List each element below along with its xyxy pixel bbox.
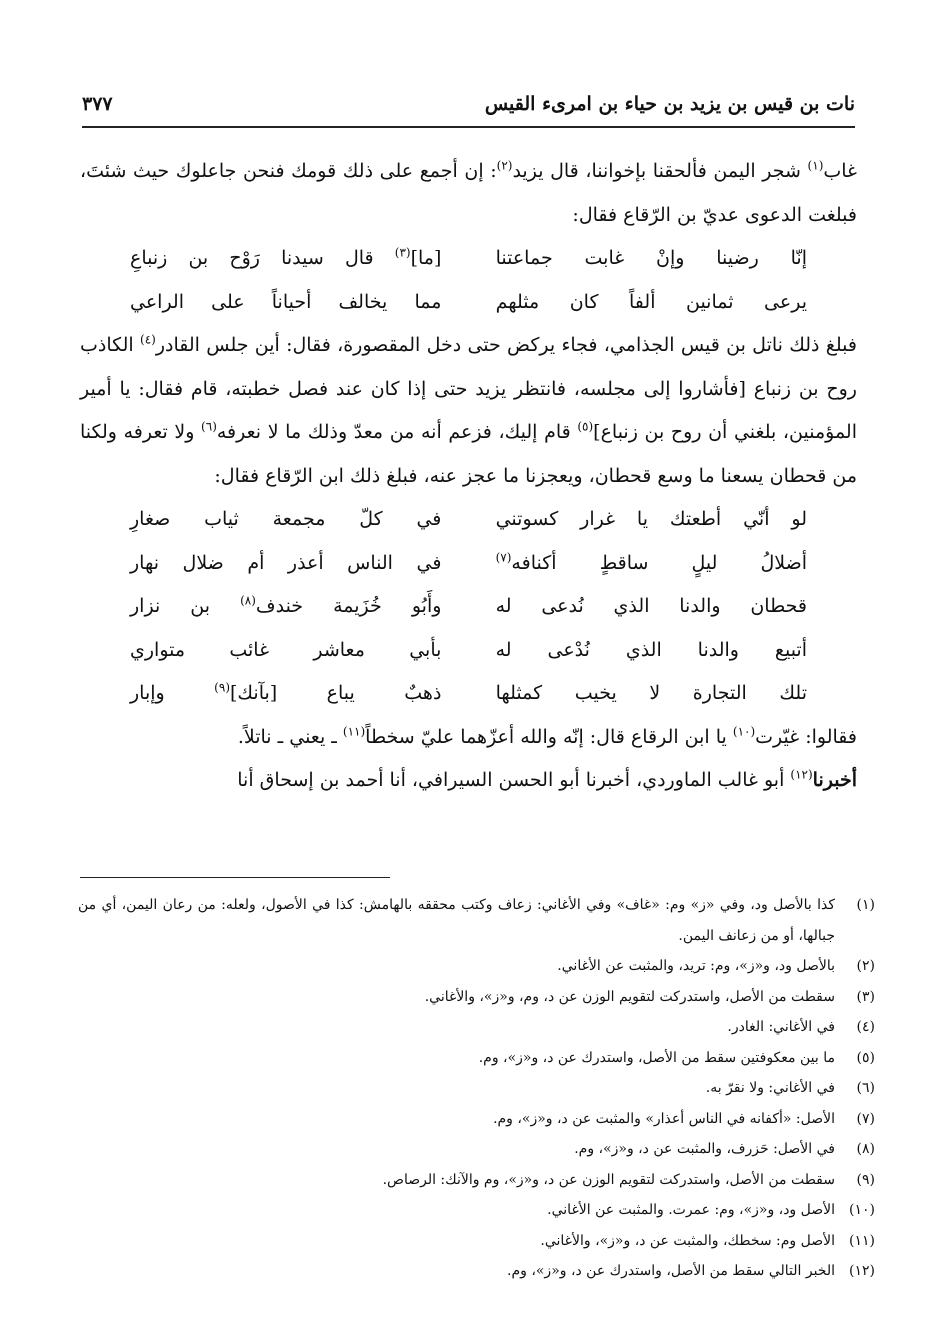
footnote xyxy=(78,1073,875,1104)
hemistich-second: في كلّ مجمعة ثياب صغارِ xyxy=(130,508,442,530)
text-run: شجر اليمن فألحقنا بإخواننا، قال يزيد xyxy=(512,160,801,182)
hemistich-first: تلك التجارة لا يخيب كمثلها xyxy=(495,682,807,704)
text-run: فقالوا: غيّرت xyxy=(755,725,857,748)
footnote-text: ما بين معكوفتين سقط من الأصل، واستدرك عن د، و«ز»، وم. xyxy=(478,1049,835,1066)
footnote xyxy=(78,982,875,1013)
footnote xyxy=(78,890,875,951)
hemistich-first xyxy=(496,542,807,586)
verse xyxy=(130,281,807,325)
footnote-number: (١١) xyxy=(849,1232,875,1249)
text-run: فبلغ ذلك ناتل بن قيس الجذامي، فجاء يركض حتى دخل المقصورة، فقال: أين جلس القادر xyxy=(155,334,857,356)
page-number: ٣٧٧ xyxy=(82,93,113,115)
footnote xyxy=(78,1195,875,1226)
footnote-number: (٣) xyxy=(856,988,875,1005)
footnote-ref: (٧) xyxy=(495,550,512,565)
verse xyxy=(130,629,807,673)
paragraph-1 xyxy=(80,150,857,237)
text-run: وإبار xyxy=(130,682,215,704)
bold-keyword: أخبرنا xyxy=(812,769,857,791)
footnote-number: (٢) xyxy=(856,958,875,974)
hemistich-second xyxy=(130,672,441,716)
footnote xyxy=(78,1012,875,1043)
footnote-ref: (١) xyxy=(807,158,824,173)
paragraph-2 xyxy=(80,324,857,498)
footnote-ref: (٦) xyxy=(201,419,217,434)
text-run: ولا تعرفه ولكنا من قحطان يسعنا ما وسع قحطان، ويعجزنا ما عجز عنه، فبلغ ذلك ابن الرّقاع فقال: xyxy=(80,421,857,487)
hemistich-second: في الناس أعذر أم ضلال نهار xyxy=(130,551,442,574)
text-run: غاب xyxy=(823,160,857,182)
verse xyxy=(130,585,807,629)
verse xyxy=(130,542,807,586)
footnote-ref: (١٢) xyxy=(790,767,813,782)
footnote-text: في الأغاني: ولا نقرّ به. xyxy=(705,1080,835,1096)
text-run: ـ يعني ـ ناتلاً. xyxy=(237,725,343,748)
footnote-text: في الأغاني: الغادر. xyxy=(727,1019,835,1035)
text-run: أبو غالب الماوردي، أخبرنا أبو الحسن السيرافي، أنا أحمد بن إسحاق أنا xyxy=(237,769,791,791)
footnote-number: (١٠) xyxy=(849,1202,875,1218)
footnote xyxy=(78,1256,875,1287)
footnote-ref: (٢) xyxy=(496,158,513,173)
running-header xyxy=(82,84,855,124)
hemistich-second: مما يخالف أحياناً على الراعي xyxy=(130,290,442,313)
footnote-text: في الأصل: حَزرف، والمثبت عن د، و«ز»، وم. xyxy=(574,1141,835,1157)
text-run: قال سيدنا رَوْح بن زنباعِ xyxy=(130,247,395,269)
footnote-ref: (١١) xyxy=(342,724,366,739)
hemistich-first: إنّا رضينا وإنْ غابت جماعتنا xyxy=(495,247,807,269)
hemistich-first: لو أنّي أطعتك يا غرار كسوتني xyxy=(495,508,807,530)
hemistich-first: أتبيع والدنا الذي نُدْعى له xyxy=(495,638,807,661)
header-rule xyxy=(82,126,855,128)
paragraph-4 xyxy=(80,759,857,803)
footnote-text: الأصل ود، و«ز»، وم: عمرت. والمثبت عن الأغاني. xyxy=(547,1202,835,1218)
hemistich-second xyxy=(130,237,441,281)
footnote-number: (٧) xyxy=(856,1110,875,1127)
verse xyxy=(130,672,807,716)
footnote-number: (٩) xyxy=(856,1171,875,1188)
footnote-rule xyxy=(80,877,390,878)
footnote-number: (٨) xyxy=(856,1141,875,1157)
poem-1 xyxy=(80,237,857,324)
text-run: [ما] xyxy=(410,247,442,269)
footnote xyxy=(78,1134,875,1165)
text-run: وأَبُو خُزَيمة خندف xyxy=(255,595,442,617)
footnote-number: (٦) xyxy=(856,1080,875,1096)
footnote-number: (١) xyxy=(856,897,875,913)
text-run: يا ابن الرقاع قال: إنّه والله أعزّهما عليّ سخطاً xyxy=(365,725,733,748)
footnote-text: سقطت من الأصل، واستدركت لتقويم الوزن عن د، و«ز»، وم والآنك: الرصاص. xyxy=(382,1171,835,1188)
footnote-ref: (٥) xyxy=(577,419,594,434)
poem-2 xyxy=(80,498,857,716)
text-run: بن نزار xyxy=(130,595,241,617)
text-run: : إن أجمع على ذلك قومك فنحن جاعلوك حيث شئتَ، فبلغت الدعوى عديّ بن الرّقاع فقال: xyxy=(80,160,857,226)
footnote-ref: (٣) xyxy=(394,245,411,260)
footnote-ref: (٩) xyxy=(214,680,230,695)
footnote-text: سقطت من الأصل، واستدركت لتقويم الوزن عن د، وم، و«ز»، والأغاني. xyxy=(424,988,835,1005)
footnotes xyxy=(78,890,875,1287)
paragraph-3 xyxy=(80,716,857,760)
hemistich-first: قحطان والدنا الذي نُدعى له xyxy=(495,595,807,617)
footnote xyxy=(78,951,875,982)
text-run: قام إليك، فزعم أنه من معدّ وذلك ما لا نعرفه xyxy=(216,421,578,443)
text-run: أضلالُ ليلٍ ساقطٍ أكنافه xyxy=(511,551,807,574)
text-run: ذهبٌ يباع [بآنك] xyxy=(230,682,442,704)
footnote-text: الأصل: «أكفانه في الناس أعذار» والمثبت عن د، و«ز»، وم. xyxy=(493,1110,835,1127)
footnote-text: الأصل وم: سخطك، والمثبت عن د، و«ز»، والأغاني. xyxy=(540,1232,835,1249)
main-text xyxy=(80,150,857,803)
footnote xyxy=(78,1104,875,1135)
hemistich-second xyxy=(130,585,441,629)
footnote-text: بالأصل ود، و«ز»، وم: تريد، والمثبت عن الأغاني. xyxy=(557,958,835,974)
footnote xyxy=(78,1043,875,1074)
hemistich-second: بأبي معاشر غائب متواري xyxy=(130,638,442,661)
footnote-ref: (٨) xyxy=(240,593,256,608)
hemistich-first: يرعى ثمانين ألفاً كان مثلهم xyxy=(495,290,807,313)
footnote-number: (١٢) xyxy=(849,1263,875,1279)
running-title: نات بن قيس بن يزيد بن حياء بن امرىء القيس xyxy=(484,93,855,115)
footnote xyxy=(78,1226,875,1257)
footnote-ref: (٤) xyxy=(140,332,156,347)
footnote-text: الخبر التالي سقط من الأصل، واستدرك عن د، و«ز»، وم. xyxy=(507,1263,835,1279)
verse xyxy=(130,237,807,281)
footnote-ref: (١٠) xyxy=(732,724,756,739)
footnote-text: كذا بالأصل ود، وفي «ز» وم: «غاف» وفي الأغاني: زعاف وكتب محققه بالهامش: كذا في الأصول، ولعله: من رعان اليمن، أي من جبالها، أو من زعانف اليمن. xyxy=(78,897,835,944)
footnote-number: (٤) xyxy=(856,1019,875,1035)
verse xyxy=(130,498,807,542)
text-run: الكاذب روح بن زنباع [فأشاروا إلى مجلسه، فانتظر يزيد حتى إذا كان عند فصل خطبته، قام فقال: يا أمير المؤمنين، بلغني أن روح بن زنباع] xyxy=(80,334,857,443)
footnote xyxy=(78,1165,875,1196)
footnote-number: (٥) xyxy=(856,1049,875,1066)
